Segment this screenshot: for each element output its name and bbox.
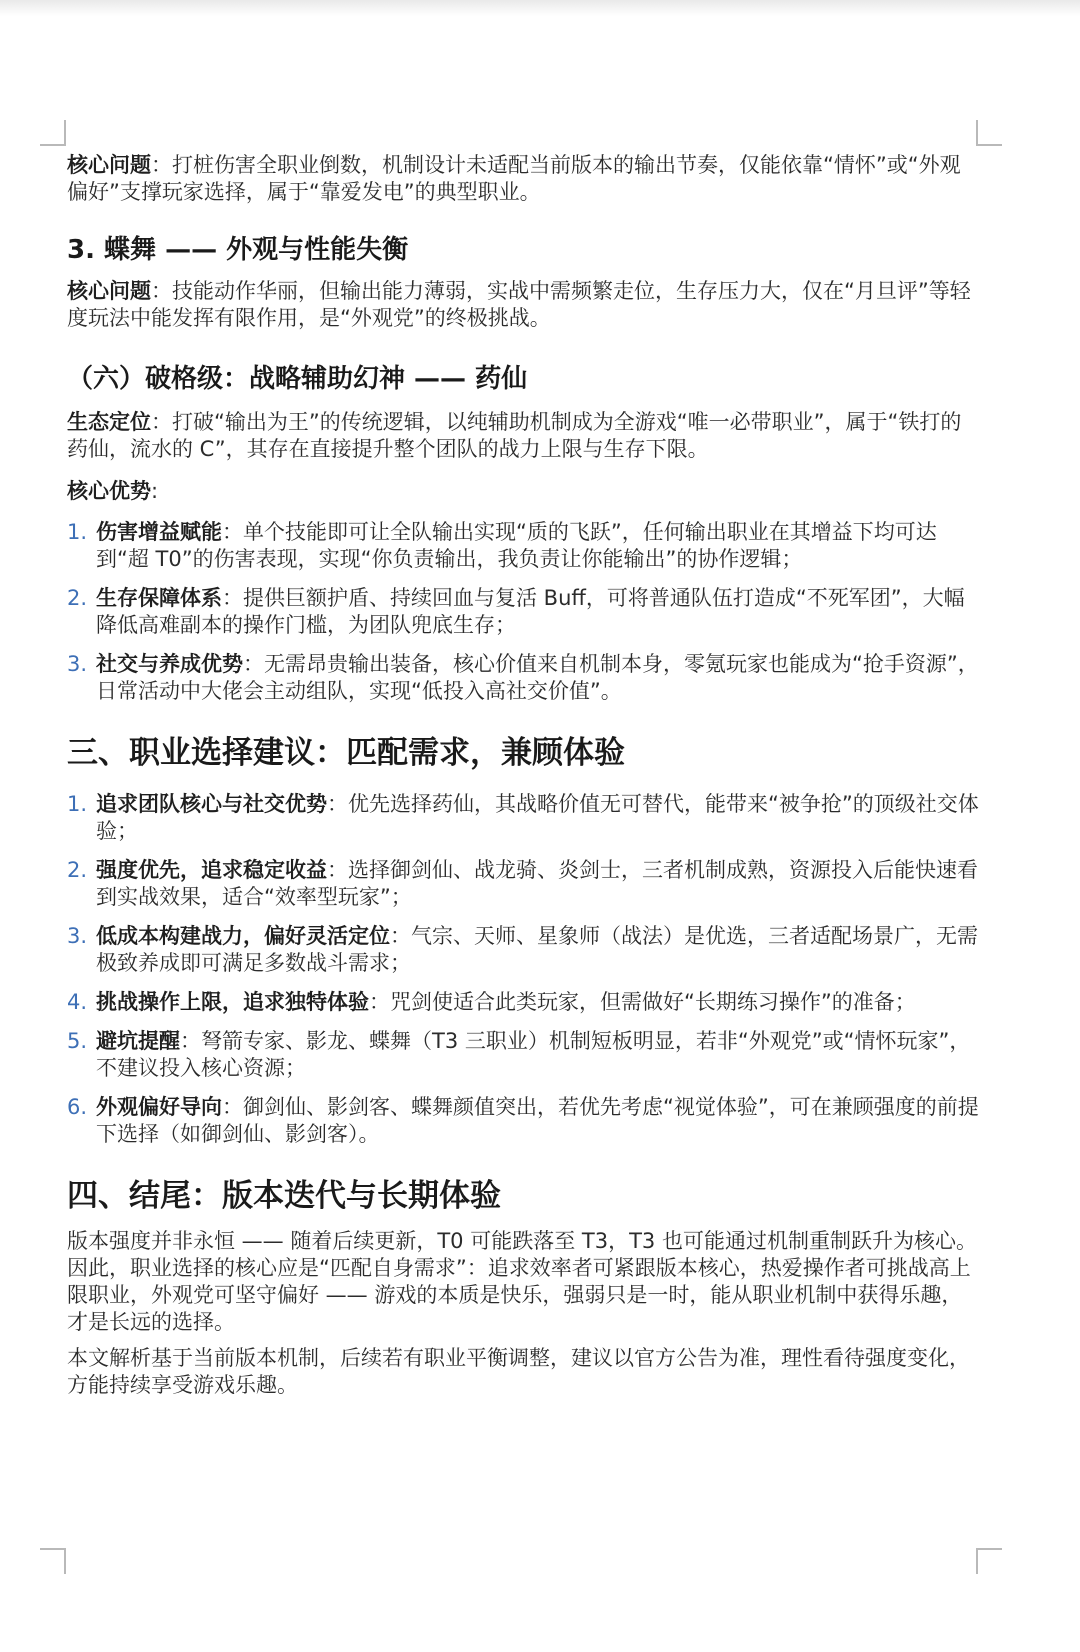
- list-item-label: 伤害增益赋能: [96, 520, 222, 544]
- medic-position-label: 生态定位: [67, 410, 151, 434]
- intro-label: 核心问题: [67, 153, 151, 177]
- list-number: 3.: [67, 652, 88, 676]
- list-item-label: 追求团队核心与社交优势: [96, 792, 327, 816]
- list-item-text: ：无需昂贵输出装备，核心价值来自机制本身，零氪玩家也能成为“抢手资源”，日常活动中大佬会主动组队，实现“低投入高社交价值”。: [96, 652, 979, 703]
- list-item: [67, 923, 981, 977]
- list-number: 3.: [67, 924, 88, 948]
- page-corner-mark-bottom-left: [40, 1548, 66, 1574]
- top-edge-shade: [0, 0, 1080, 16]
- section-heading-medic: （六）破格级：战略辅助幻神 —— 药仙: [67, 364, 528, 394]
- list-item-text: ：咒剑使适合此类玩家，但需做好“长期练习操作”的准备；: [369, 990, 916, 1014]
- list-number: 1.: [67, 792, 88, 816]
- conclusion-paragraph-1: 版本强度并非永恒 —— 随着后续更新，T0 可能跌落至 T3，T3 也可能通过机制重制跃升为核心。因此，职业选择的核心应是“匹配自身需求”：追求效率者可紧跟版本核心，热爱操作者可挑战高上限职业，外观党可坚守偏好 —— 游戏的本质是快乐，强弱只是一时，能从职业机制中获得乐趣，才是长远的选择。: [67, 1229, 977, 1334]
- list-number: 2.: [67, 858, 88, 882]
- list-number: 5.: [67, 1029, 88, 1053]
- list-number: 4.: [67, 990, 88, 1014]
- dance-text: ：技能动作华丽，但输出能力薄弱，实战中需频繁走位，生存压力大，仅在“月旦评”等轻度玩法中能发挥有限作用，是“外观党”的终极挑战。: [67, 279, 971, 330]
- list-item: [67, 585, 981, 639]
- list-item-label: 社交与养成优势: [96, 652, 243, 676]
- page-corner-mark-bottom-right: [976, 1548, 1002, 1574]
- intro-paragraph: [67, 152, 981, 206]
- dance-label: 核心问题: [67, 279, 151, 303]
- list-item: [67, 989, 981, 1016]
- medic-position-paragraph: [67, 409, 981, 463]
- medic-position-text: ：打破“输出为王”的传统逻辑，以纯辅助机制成为全游戏“唯一必带职业”，属于“铁打的药仙，流水的 C”，其存在直接提升整个团队的战力上限与生存下限。: [67, 410, 962, 461]
- list-item-text: ：弩箭专家、影龙、蝶舞（T3 三职业）机制短板明显，若非“外观党”或“情怀玩家”，不建议投入核心资源；: [96, 1029, 971, 1080]
- list-item: [67, 519, 981, 573]
- medic-advantages-label: 核心优势: [67, 479, 151, 503]
- medic-advantages-title: [67, 478, 981, 505]
- intro-text: ：打桩伤害全职业倒数，机制设计未适配当前版本的输出节奏，仅能依靠“情怀”或“外观偏好”支撑玩家选择，属于“靠爱发电”的典型职业。: [67, 153, 961, 204]
- document-body: [67, 152, 981, 1399]
- list-item: [67, 791, 981, 845]
- dance-paragraph: [67, 278, 981, 332]
- list-item: [67, 1094, 981, 1148]
- conclusion-paragraph-2: 本文解析基于当前版本机制，后续若有职业平衡调整，建议以官方公告为准，理性看待强度变化，方能持续享受游戏乐趣。: [67, 1346, 970, 1397]
- section-heading-dance: 3. 蝶舞 —— 外观与性能失衡: [67, 235, 409, 265]
- list-item: [67, 857, 981, 911]
- list-number: 2.: [67, 586, 88, 610]
- list-item-text: ：单个技能即可让全队输出实现“质的飞跃”，任何输出职业在其增益下均可达到“超 T0”的伤害表现，实现“你负责输出，我负责让你能输出”的协作逻辑；: [96, 520, 937, 571]
- medic-advantages-colon: :: [151, 479, 159, 503]
- list-item-text: ：御剑仙、影剑客、蝶舞颜值突出，若优先考虑“视觉体验”，可在兼顾强度的前提下选择（如御剑仙、影剑客）。: [96, 1095, 979, 1146]
- list-item-label: 挑战操作上限，追求独特体验: [96, 990, 369, 1014]
- list-item-text: ：气宗、天师、星象师（战法）是优选，三者适配场景广，无需极致养成即可满足多数战斗需求；: [96, 924, 978, 975]
- part-heading-conclusion: 四、结尾：版本迭代与长期体验: [67, 1178, 501, 1214]
- page-corner-mark-top-right: [976, 120, 1002, 146]
- part-heading-recommendations: 三、职业选择建议：匹配需求，兼顾体验: [67, 735, 625, 771]
- list-item-text: ：优先选择药仙，其战略价值无可替代，能带来“被争抢”的顶级社交体验；: [96, 792, 979, 843]
- list-item: [67, 1028, 981, 1082]
- page-corner-mark-top-left: [40, 120, 66, 146]
- list-item-label: 外观偏好导向: [96, 1095, 222, 1119]
- recommendations-list: [67, 791, 981, 1148]
- list-item-text: ：选择御剑仙、战龙骑、炎剑士，三者机制成熟，资源投入后能快速看到实战效果，适合“效率型玩家”；: [96, 858, 978, 909]
- list-item: [67, 651, 981, 705]
- medic-advantages-list: [67, 519, 981, 705]
- list-item-text: ：提供巨额护盾、持续回血与复活 Buff，可将普通队伍打造成“不死军团”，大幅降低高难副本的操作门槛，为团队兜底生存；: [96, 586, 965, 637]
- list-number: 1.: [67, 520, 88, 544]
- list-item-label: 生存保障体系: [96, 586, 222, 610]
- list-item-label: 低成本构建战力，偏好灵活定位: [96, 924, 390, 948]
- list-item-label: 避坑提醒: [96, 1029, 180, 1053]
- list-item-label: 强度优先，追求稳定收益: [96, 858, 327, 882]
- list-number: 6.: [67, 1095, 88, 1119]
